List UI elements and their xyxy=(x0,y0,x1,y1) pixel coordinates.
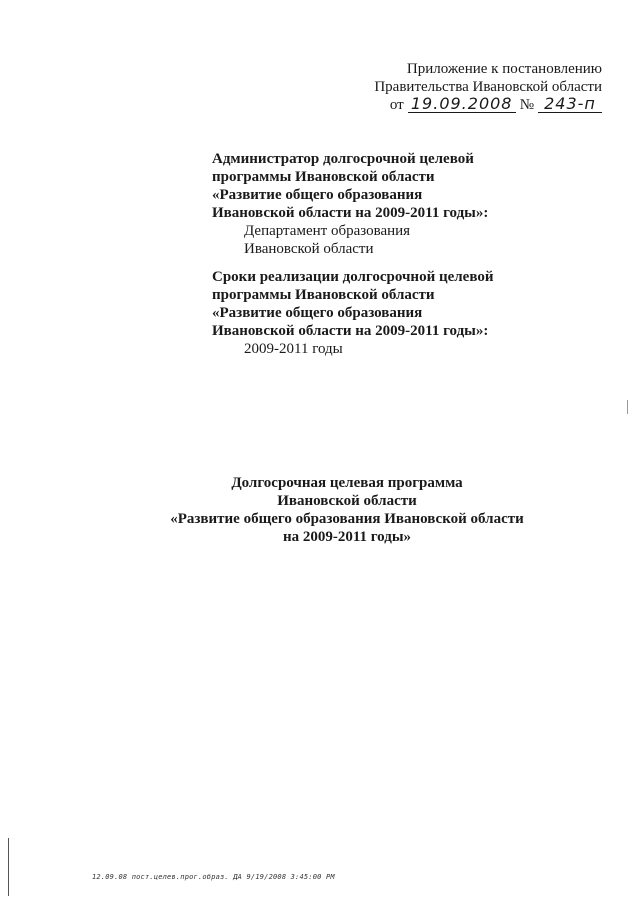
administrator-value-line: Департамент образования xyxy=(244,223,411,239)
period-section xyxy=(212,268,493,358)
administrator-value-line: Ивановской области xyxy=(244,241,374,257)
period-heading-line: Сроки реализации долгосрочной целевой xyxy=(212,269,494,285)
date-prefix: от xyxy=(389,97,404,113)
program-title-line: Долгосрочная целевая программа xyxy=(231,475,463,491)
program-title-line: «Развитие общего образования Ивановской области xyxy=(170,511,524,527)
appendix-header xyxy=(374,60,602,114)
number-prefix: № xyxy=(519,97,534,113)
administrator-heading-line: Администратор долгосрочной целевой xyxy=(212,151,474,167)
administrator-heading-line: Ивановской области на 2009-2011 годы»: xyxy=(212,205,489,221)
administrator-heading-line: «Развитие общего образования xyxy=(212,187,423,203)
decree-number-handwritten: 243-п xyxy=(538,96,602,113)
scan-margin-line xyxy=(8,838,9,896)
appendix-line-2: Правительства Ивановской области xyxy=(374,79,602,95)
period-heading-line: «Развитие общего образования xyxy=(212,305,423,321)
program-title-line: на 2009-2011 годы» xyxy=(282,529,412,545)
program-title xyxy=(0,474,640,546)
footer-file-stamp: 12.09.08 пост.целев.прог.образ. ДА 9/19/2008 3:45:00 PM xyxy=(92,873,335,881)
period-heading-line: Ивановской области на 2009-2011 годы»: xyxy=(212,323,489,339)
program-title-line: Ивановской области xyxy=(277,493,417,509)
period-value: 2009-2011 годы xyxy=(244,341,343,357)
appendix-line-1: Приложение к постановлению xyxy=(406,61,602,77)
decree-date-number-row xyxy=(374,96,602,114)
decree-date-handwritten: 19.09.2008 xyxy=(408,96,516,113)
scan-mark xyxy=(627,400,628,414)
administrator-section xyxy=(212,150,488,258)
period-heading-line: программы Ивановской области xyxy=(212,287,435,303)
administrator-heading-line: программы Ивановской области xyxy=(212,169,435,185)
